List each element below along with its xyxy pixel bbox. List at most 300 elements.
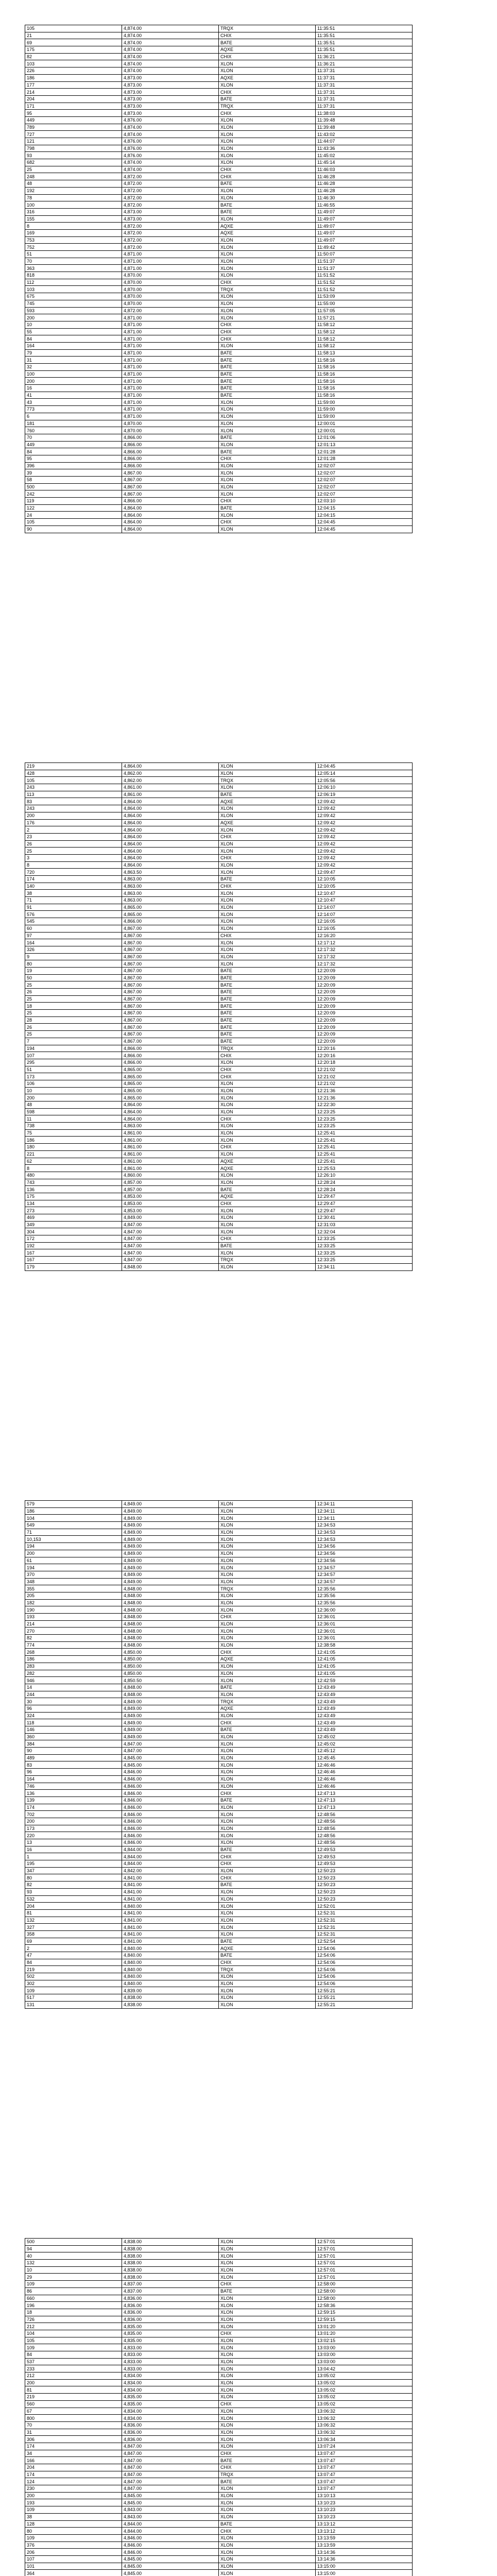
time-cell: 12:02:07 <box>316 462 413 469</box>
volume-cell: 10 <box>25 2266 122 2274</box>
venue-cell: BATE <box>219 1952 316 1959</box>
volume-cell: 743 <box>25 1179 122 1186</box>
volume-cell: 164 <box>25 939 122 946</box>
table-row <box>25 1684 413 1691</box>
price-cell: 4,847.00 <box>122 2478 219 2485</box>
venue-cell: CHIX <box>219 1052 316 1059</box>
time-cell: 12:25:53 <box>316 1165 413 1172</box>
volume-cell: 193 <box>25 2499 122 2506</box>
price-cell: 4,867.00 <box>122 995 219 1003</box>
venue-cell: XLON <box>219 2394 316 2401</box>
time-cell: 13:01:20 <box>316 2323 413 2330</box>
time-cell: 13:03:00 <box>316 2351 413 2359</box>
venue-cell: XLON <box>219 427 316 434</box>
venue-cell: XLON <box>219 890 316 897</box>
volume-cell: 364 <box>25 2570 122 2576</box>
volume-cell: 112 <box>25 279 122 286</box>
time-cell: 12:09:42 <box>316 819 413 826</box>
time-cell: 12:57:01 <box>316 2245 413 2252</box>
price-cell: 4,871.00 <box>122 349 219 357</box>
time-cell: 12:32:04 <box>316 1228 413 1235</box>
price-cell: 4,864.00 <box>122 812 219 819</box>
price-cell: 4,865.00 <box>122 1080 219 1087</box>
table-row <box>25 166 413 173</box>
venue-cell: XLON <box>219 2337 316 2344</box>
venue-cell: XLON <box>219 918 316 925</box>
price-cell: 4,867.00 <box>122 953 219 960</box>
price-cell: 4,848.00 <box>122 1585 219 1592</box>
volume-cell: 324 <box>25 1712 122 1719</box>
time-cell: 11:36:21 <box>316 60 413 67</box>
time-cell: 12:25:41 <box>316 1129 413 1137</box>
table-row <box>25 95 413 103</box>
table-row <box>25 1059 413 1066</box>
price-cell: 4,846.00 <box>122 1811 219 1818</box>
price-cell: 4,871.00 <box>122 370 219 378</box>
time-cell: 12:04:15 <box>316 504 413 512</box>
venue-cell: BATE <box>219 208 316 215</box>
time-cell: 12:34:56 <box>316 1543 413 1550</box>
table-row <box>25 173 413 180</box>
volume-cell: 18 <box>25 2309 122 2316</box>
table-row <box>25 455 413 462</box>
time-cell: 12:10:47 <box>316 890 413 897</box>
time-cell: 13:07:47 <box>316 2450 413 2457</box>
venue-cell: CHIX <box>219 1649 316 1656</box>
venue-cell: CHIX <box>219 173 316 180</box>
time-cell: 13:10:13 <box>316 2492 413 2499</box>
venue-cell: XLON <box>219 1529 316 1536</box>
time-cell: 12:14:07 <box>316 904 413 911</box>
volume-cell: 16 <box>25 1846 122 1853</box>
price-cell: 4,863.00 <box>122 1123 219 1130</box>
price-cell: 4,836.00 <box>122 2429 219 2436</box>
price-cell: 4,870.00 <box>122 279 219 286</box>
venue-cell: XLON <box>219 2513 316 2520</box>
time-cell: 12:36:01 <box>316 1628 413 1635</box>
venue-cell: BATE <box>219 1031 316 1038</box>
table-row <box>25 1748 413 1755</box>
time-cell: 12:29:47 <box>316 1200 413 1207</box>
price-cell: 4,853.00 <box>122 1193 219 1200</box>
price-cell: 4,867.00 <box>122 1024 219 1031</box>
time-cell: 11:35:51 <box>316 39 413 46</box>
table-row <box>25 138 413 145</box>
time-cell: 12:48:56 <box>316 1811 413 1818</box>
venue-cell: XLON <box>219 244 316 251</box>
table-row <box>25 876 413 883</box>
time-cell: 11:58:12 <box>316 335 413 343</box>
price-cell: 4,836.00 <box>122 2436 219 2443</box>
price-cell: 4,841.00 <box>122 1917 219 1924</box>
table-row <box>25 229 413 236</box>
price-cell: 4,848.00 <box>122 1592 219 1599</box>
volume-cell: 3 <box>25 854 122 861</box>
time-cell: 12:02:07 <box>316 483 413 490</box>
venue-cell: CHIX <box>219 1959 316 1966</box>
table-row <box>25 1087 413 1094</box>
price-cell: 4,873.00 <box>122 81 219 89</box>
time-cell: 12:38:58 <box>316 1641 413 1649</box>
table-row <box>25 392 413 399</box>
volume-cell: 167 <box>25 1249 122 1257</box>
volume-cell: 773 <box>25 406 122 413</box>
volume-cell: 349 <box>25 1221 122 1228</box>
time-cell: 12:50:23 <box>316 1888 413 1895</box>
table-row <box>25 413 413 420</box>
venue-cell: XLON <box>219 462 316 469</box>
price-cell: 4,871.00 <box>122 413 219 420</box>
price-cell: 4,867.00 <box>122 1016 219 1024</box>
table-row <box>25 1221 413 1228</box>
time-cell: 11:44:07 <box>316 138 413 145</box>
table-row <box>25 223 413 230</box>
volume-cell: 500 <box>25 483 122 490</box>
price-cell: 4,837.00 <box>122 2287 219 2295</box>
price-cell: 4,846.00 <box>122 1797 219 1804</box>
volume-cell: 121 <box>25 138 122 145</box>
time-cell: 12:04:45 <box>316 526 413 533</box>
time-cell: 12:46:46 <box>316 1761 413 1769</box>
venue-cell: BATE <box>219 370 316 378</box>
time-cell: 11:55:00 <box>316 300 413 307</box>
price-cell: 4,871.00 <box>122 357 219 364</box>
time-cell: 12:09:42 <box>316 861 413 869</box>
time-cell: 12:34:11 <box>316 1501 413 1508</box>
venue-cell: CHIX <box>219 1235 316 1243</box>
table-row <box>25 1804 413 1811</box>
time-cell: 12:43:49 <box>316 1684 413 1691</box>
venue-cell: XLON <box>219 1599 316 1606</box>
volume-cell: 190 <box>25 1606 122 1614</box>
volume-cell: 270 <box>25 1628 122 1635</box>
venue-cell: XLON <box>219 1839 316 1846</box>
volume-cell: 61 <box>25 1557 122 1564</box>
time-cell: 12:23:25 <box>316 1123 413 1130</box>
venue-cell: XLON <box>219 307 316 314</box>
venue-cell: XLON <box>219 194 316 201</box>
volume-cell: 38 <box>25 2513 122 2520</box>
venue-cell: CHIX <box>219 89 316 96</box>
venue-cell: CHIX <box>219 1874 316 1882</box>
price-cell: 4,838.00 <box>122 2274 219 2281</box>
time-cell: 13:04:42 <box>316 2365 413 2372</box>
volume-cell: 480 <box>25 1172 122 1179</box>
price-cell: 4,870.00 <box>122 420 219 427</box>
price-cell: 4,845.00 <box>122 1761 219 1769</box>
table-row <box>25 1536 413 1543</box>
price-cell: 4,865.00 <box>122 1066 219 1073</box>
volume-cell: 136 <box>25 1186 122 1193</box>
price-cell: 4,872.00 <box>122 180 219 188</box>
price-cell: 4,867.00 <box>122 490 219 498</box>
venue-cell: XLON <box>219 1620 316 1628</box>
price-cell: 4,848.00 <box>122 1599 219 1606</box>
time-cell: 11:59:00 <box>316 413 413 420</box>
venue-cell: XLON <box>219 406 316 413</box>
venue-cell: XLON <box>219 1522 316 1529</box>
venue-cell: XLON <box>219 2252 316 2260</box>
volume-cell: 205 <box>25 1592 122 1599</box>
price-cell: 4,849.00 <box>122 1536 219 1543</box>
price-cell: 4,833.00 <box>122 2365 219 2372</box>
table-row <box>25 826 413 834</box>
price-cell: 4,847.00 <box>122 1740 219 1748</box>
venue-cell: AQXE <box>219 229 316 236</box>
volume-cell: 18 <box>25 1003 122 1010</box>
volume-cell: 47 <box>25 1952 122 1959</box>
venue-cell: CHIX <box>219 32 316 39</box>
table-row <box>25 25 413 32</box>
price-cell: 4,861.00 <box>122 1158 219 1165</box>
volume-cell: 67 <box>25 2408 122 2415</box>
venue-cell: XLON <box>219 953 316 960</box>
time-cell: 12:52:31 <box>316 1930 413 1938</box>
price-cell: 4,871.00 <box>122 392 219 399</box>
price-cell: 4,867.00 <box>122 981 219 989</box>
volume-cell: 41 <box>25 392 122 399</box>
time-cell: 12:09:42 <box>316 798 413 805</box>
volume-cell: 164 <box>25 342 122 349</box>
volume-cell: 174 <box>25 1804 122 1811</box>
price-cell: 4,835.00 <box>122 2330 219 2337</box>
volume-cell: 449 <box>25 116 122 124</box>
time-cell: 11:58:16 <box>316 385 413 392</box>
volume-cell: 537 <box>25 2358 122 2365</box>
volume-cell: 226 <box>25 67 122 75</box>
price-cell: 4,871.00 <box>122 321 219 328</box>
volume-cell: 219 <box>25 1966 122 1973</box>
price-cell: 4,861.00 <box>122 1165 219 1172</box>
volume-cell: 71 <box>25 1529 122 1536</box>
venue-cell: XLON <box>219 1804 316 1811</box>
price-cell: 4,867.00 <box>122 1010 219 1017</box>
price-cell: 4,863.00 <box>122 890 219 897</box>
time-cell: 12:29:47 <box>316 1207 413 1214</box>
volume-cell: 122 <box>25 504 122 512</box>
time-cell: 12:43:49 <box>316 1698 413 1705</box>
venue-cell: XLON <box>219 1108 316 1115</box>
table-row <box>25 526 413 533</box>
time-cell: 13:06:32 <box>316 2415 413 2422</box>
venue-cell: XLON <box>219 67 316 75</box>
table-row <box>25 1108 413 1115</box>
time-cell: 13:13:12 <box>316 2520 413 2528</box>
volume-cell: 25 <box>25 166 122 173</box>
volume-cell: 28 <box>25 1016 122 1024</box>
price-cell: 4,835.00 <box>122 2394 219 2401</box>
time-cell: 11:46:55 <box>316 201 413 209</box>
table-row <box>25 1882 413 1889</box>
price-cell: 4,865.00 <box>122 1094 219 1101</box>
venue-cell: XLON <box>219 1670 316 1677</box>
volume-cell: 8 <box>25 861 122 869</box>
time-cell: 12:45:45 <box>316 1754 413 1761</box>
price-cell: 4,866.00 <box>122 448 219 455</box>
time-cell: 13:05:02 <box>316 2400 413 2408</box>
price-cell: 4,876.00 <box>122 116 219 124</box>
price-cell: 4,864.00 <box>122 840 219 848</box>
venue-cell: XLON <box>219 2260 316 2267</box>
volume-cell: 25 <box>25 1031 122 1038</box>
time-cell: 12:36:01 <box>316 1614 413 1621</box>
volume-cell: 171 <box>25 103 122 110</box>
volume-cell: 80 <box>25 1874 122 1882</box>
volume-cell: 248 <box>25 173 122 180</box>
time-cell: 11:39:48 <box>316 116 413 124</box>
price-cell: 4,866.00 <box>122 1052 219 1059</box>
volume-cell: 109 <box>25 2344 122 2351</box>
price-cell: 4,849.00 <box>122 1719 219 1726</box>
price-cell: 4,841.00 <box>122 1909 219 1917</box>
table-row <box>25 490 413 498</box>
volume-cell: 219 <box>25 763 122 770</box>
table-row <box>25 1592 413 1599</box>
table-row <box>25 2287 413 2295</box>
price-cell: 4,872.00 <box>122 201 219 209</box>
table-row <box>25 1228 413 1235</box>
venue-cell: BATE <box>219 1010 316 1017</box>
time-cell: 12:20:09 <box>316 1031 413 1038</box>
venue-cell: BATE <box>219 2287 316 2295</box>
time-cell: 12:10:05 <box>316 876 413 883</box>
time-cell: 12:20:09 <box>316 995 413 1003</box>
price-cell: 4,848.00 <box>122 1635 219 1642</box>
price-cell: 4,867.00 <box>122 925 219 932</box>
time-cell: 12:48:56 <box>316 1825 413 1832</box>
volume-cell: 43 <box>25 399 122 406</box>
time-cell: 12:25:41 <box>316 1150 413 1158</box>
price-cell: 4,867.00 <box>122 1003 219 1010</box>
price-cell: 4,853.00 <box>122 1200 219 1207</box>
time-cell: 12:20:16 <box>316 1052 413 1059</box>
table-row <box>25 2528 413 2535</box>
price-cell: 4,848.00 <box>122 1628 219 1635</box>
volume-cell: 660 <box>25 2295 122 2302</box>
price-cell: 4,841.00 <box>122 1938 219 1945</box>
table-row <box>25 194 413 201</box>
venue-cell: TRQX <box>219 1698 316 1705</box>
volume-cell: 200 <box>25 378 122 385</box>
price-cell: 4,838.00 <box>122 2239 219 2246</box>
time-cell: 12:06:19 <box>316 791 413 798</box>
volume-cell: 195 <box>25 1860 122 1868</box>
volume-cell: 109 <box>25 2506 122 2514</box>
venue-cell: XLON <box>219 1761 316 1769</box>
price-cell: 4,873.00 <box>122 110 219 117</box>
venue-cell: XLON <box>219 763 316 770</box>
table-row <box>25 2570 413 2576</box>
price-cell: 4,849.00 <box>122 1214 219 1222</box>
time-cell: 11:53:09 <box>316 293 413 300</box>
table-row <box>25 1628 413 1635</box>
price-cell: 4,864.00 <box>122 1101 219 1109</box>
volume-cell: 51 <box>25 251 122 258</box>
volume-cell: 94 <box>25 2245 122 2252</box>
table-row <box>25 2436 413 2443</box>
time-cell: 12:33:25 <box>316 1235 413 1243</box>
venue-cell: CHIX <box>219 1066 316 1073</box>
price-cell: 4,836.00 <box>122 2302 219 2309</box>
price-cell: 4,870.00 <box>122 286 219 293</box>
venue-cell: BATE <box>219 1938 316 1945</box>
table-row <box>25 1038 413 1045</box>
volume-cell: 124 <box>25 2478 122 2485</box>
volume-cell: 8 <box>25 1165 122 1172</box>
price-cell: 4,845.00 <box>122 2499 219 2506</box>
time-cell: 13:13:12 <box>316 2528 413 2535</box>
price-cell: 4,863.00 <box>122 883 219 890</box>
time-cell: 13:05:02 <box>316 2394 413 2401</box>
price-cell: 4,867.00 <box>122 946 219 953</box>
price-cell: 4,861.00 <box>122 1137 219 1144</box>
venue-cell: XLON <box>219 116 316 124</box>
volume-cell: 50 <box>25 974 122 981</box>
volume-cell: 95 <box>25 455 122 462</box>
time-cell: 12:54:06 <box>316 1959 413 1966</box>
venue-cell: XLON <box>219 2372 316 2380</box>
venue-cell: AQXE <box>219 1945 316 1952</box>
table-row <box>25 1924 413 1931</box>
volume-cell: 727 <box>25 131 122 138</box>
venue-cell: XLON <box>219 1811 316 1818</box>
price-cell: 4,847.00 <box>122 2443 219 2450</box>
venue-cell: XLON <box>219 258 316 265</box>
price-cell: 4,850.00 <box>122 1663 219 1670</box>
time-cell: 12:09:42 <box>316 848 413 855</box>
price-cell: 4,865.00 <box>122 1073 219 1080</box>
time-cell: 12:57:01 <box>316 2252 413 2260</box>
table-row <box>25 110 413 117</box>
volume-cell: 675 <box>25 293 122 300</box>
table-row <box>25 307 413 314</box>
volume-cell: 175 <box>25 46 122 54</box>
venue-cell: TRQX <box>219 777 316 784</box>
price-cell: 4,835.00 <box>122 2337 219 2344</box>
table-row <box>25 2443 413 2450</box>
venue-cell: XLON <box>219 314 316 321</box>
time-cell: 11:58:16 <box>316 378 413 385</box>
time-cell: 12:17:12 <box>316 939 413 946</box>
volume-cell: 11 <box>25 1115 122 1123</box>
price-cell: 4,840.00 <box>122 1980 219 1987</box>
table-row <box>25 1614 413 1621</box>
price-cell: 4,847.00 <box>122 2485 219 2493</box>
venue-cell: XLON <box>219 490 316 498</box>
table-row <box>25 427 413 434</box>
table-row <box>25 385 413 392</box>
table-row <box>25 1080 413 1087</box>
venue-cell: BATE <box>219 1684 316 1691</box>
table-row <box>25 314 413 321</box>
price-cell: 4,874.00 <box>122 131 219 138</box>
volume-cell: 24 <box>25 512 122 519</box>
time-cell: 13:10:23 <box>316 2499 413 2506</box>
volume-cell: 104 <box>25 1515 122 1522</box>
table-row <box>25 1987 413 1994</box>
time-cell: 11:36:21 <box>316 53 413 60</box>
volume-cell: 32 <box>25 364 122 371</box>
time-cell: 12:34:53 <box>316 1536 413 1543</box>
volume-cell: 500 <box>25 2239 122 2246</box>
price-cell: 4,871.00 <box>122 258 219 265</box>
venue-cell: TRQX <box>219 1045 316 1052</box>
venue-cell: XLON <box>219 399 316 406</box>
venue-cell: XLON <box>219 2429 316 2436</box>
time-cell: 13:03:00 <box>316 2344 413 2351</box>
venue-cell: BATE <box>219 1797 316 1804</box>
price-cell: 4,853.00 <box>122 1207 219 1214</box>
